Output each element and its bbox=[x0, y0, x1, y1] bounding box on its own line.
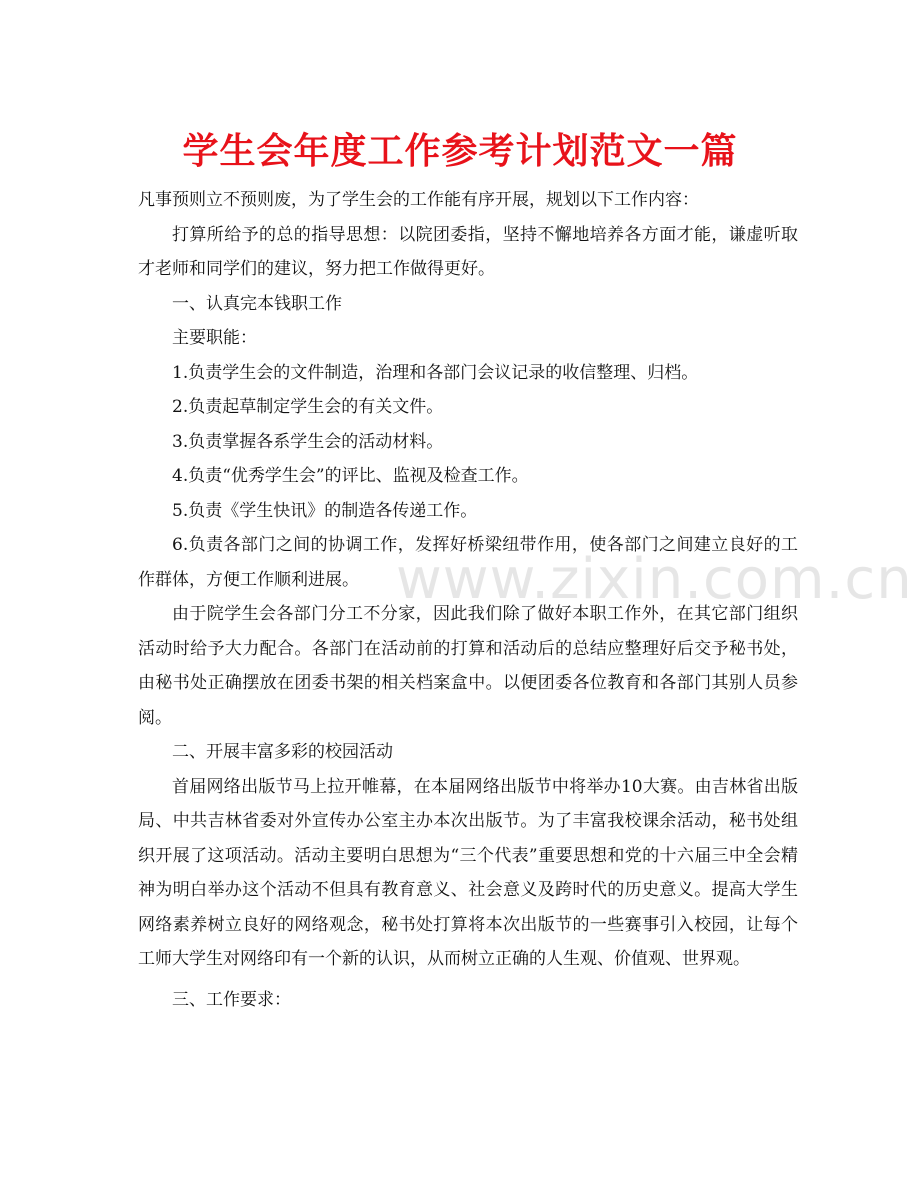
list-item-duty-4: 4.负责“优秀学生会”的评比、监视及检查工作。 bbox=[172, 466, 529, 486]
section-heading-3: 三、工作要求： bbox=[172, 989, 291, 1010]
list-item-duty-5: 5.负责《学生快讯》的制造各传递工作。 bbox=[172, 500, 478, 521]
list-item-duty-2: 2.负责起草制定学生会的有关文件。 bbox=[172, 397, 444, 417]
list-item-duty-1: 1.负责学生会的文件制造，治理和各部门会议记录的收信整理、归档。 bbox=[172, 362, 699, 383]
paragraph-intro: 凡事预则立不预则废，为了学生会的工作能有序开展，规划以下工作内容： bbox=[138, 190, 699, 210]
document-title: 学生会年度工作参考计划范文一篇 bbox=[182, 131, 738, 172]
subheading-main-duties: 主要职能： bbox=[172, 328, 257, 348]
paragraph-cooperation: 由于院学生会各部门分工不分家，因此我们除了做好本职工作外，在其它部门组织活动时给予大力配合。各部门在活动前的打算和活动后的总结应整理好后交予秘书处，由秘书处正确摆放在团委书架的相关档案盒中。以便团委各位教育和各部门其别人员参阅。 bbox=[138, 604, 798, 728]
section-heading-2: 二、开展丰富多彩的校园活动 bbox=[172, 742, 393, 762]
list-item-duty-3: 3.负责掌握各系学生会的活动材料。 bbox=[172, 431, 444, 452]
list-item-duty-6: 6.负责各部门之间的协调工作，发挥好桥梁纽带作用，使各部门之间建立良好的工作群体，方便工作顺利进展。 bbox=[138, 535, 798, 590]
document-body bbox=[138, 183, 798, 1017]
paragraph-network-festival: 首届网络出版节马上拉开帷幕，在本届网络出版节中将举办10大赛。由吉林省出版局、中共吉林省委对外宣传办公室主办本次出版节。为了丰富我校课余活动，秘书处组织开展了这项活动。活动主要明白思想为“三个代表”重要思想和党的十六届三中全会精神为明白举办这个活动不但具有教育意义、社会意义及跨时代的历史意义。提高大学生网络素养树立良好的网络观念，秘书处打算将本次出版节的一些赛事引入校园，让每个工师大学生对网络印有一个新的认识，从而树立正确的人生观、价值观、世界观。 bbox=[138, 776, 798, 969]
watermark-text: www.zixin.com.cn bbox=[396, 547, 913, 612]
section-heading-1: 一、认真完本钱职工作 bbox=[172, 293, 342, 314]
paragraph-guiding-principle: 打算所给予的总的指导思想：以院团委指，坚持不懈地培养各方面才能，谦虚听取才老师和同学们的建议，努力把工作做得更好。 bbox=[138, 224, 798, 279]
